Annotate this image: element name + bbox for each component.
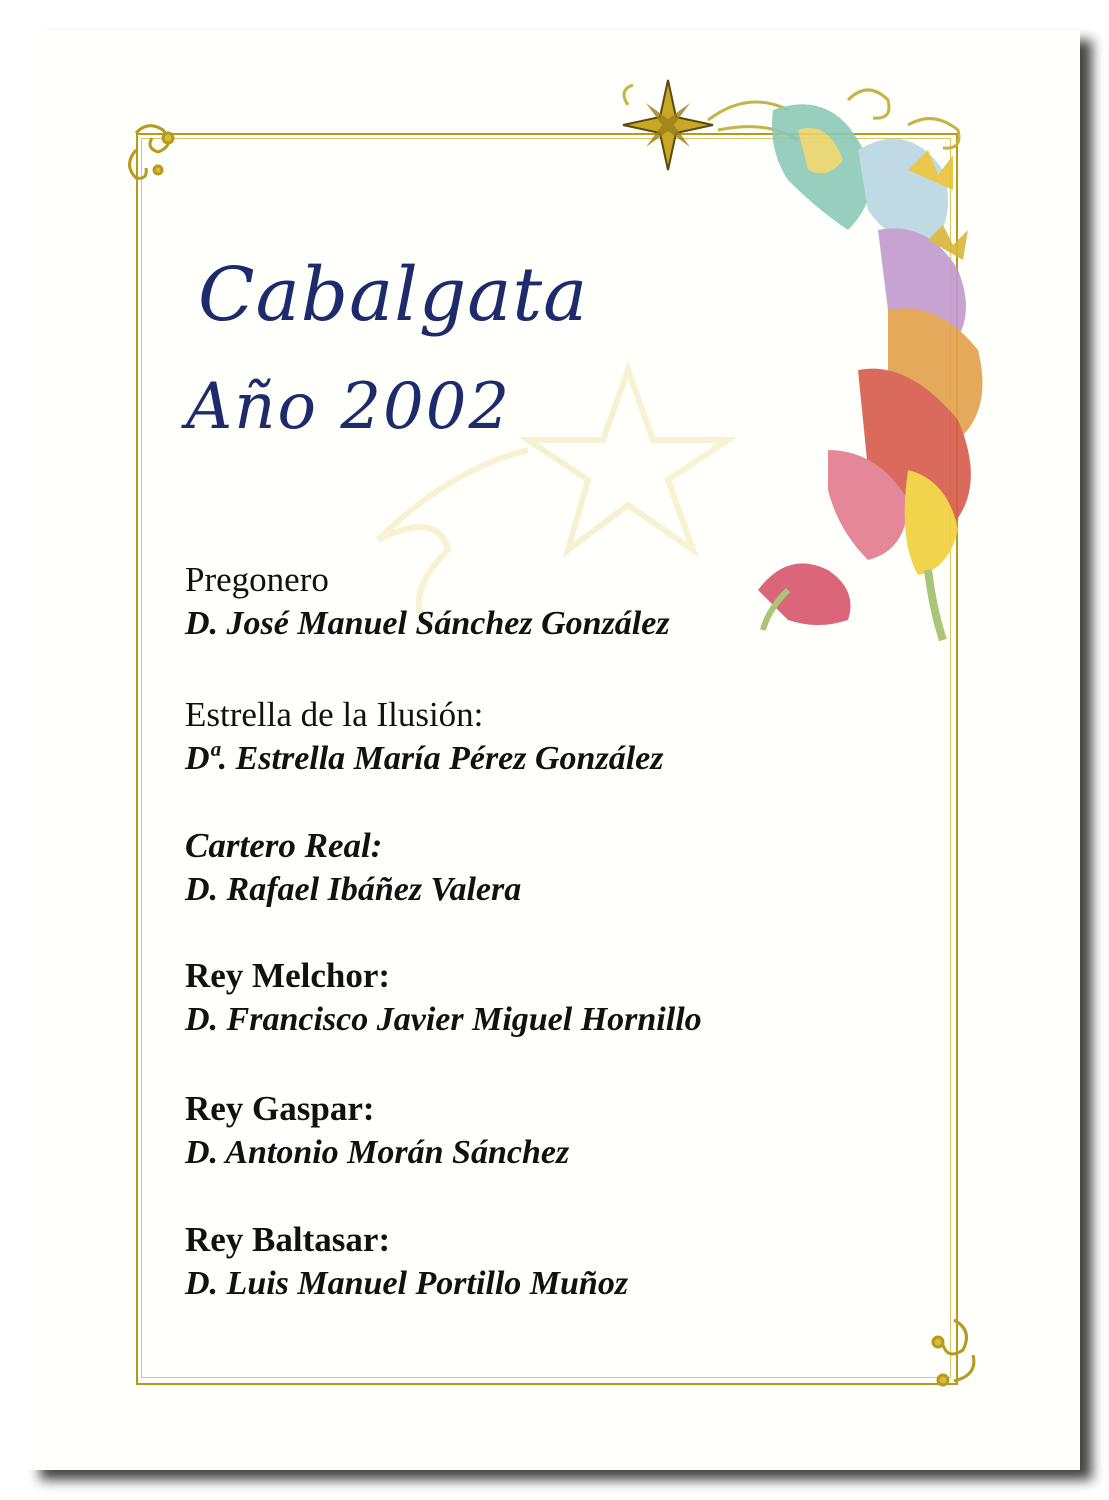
card-page <box>28 30 1080 1470</box>
card-year: Año 2002 <box>186 370 512 444</box>
entry-pregonero <box>185 558 670 646</box>
role-label: Cartero Real: <box>185 826 383 865</box>
person-name: Dª. Estrella María Pérez González <box>185 740 664 777</box>
person-name: D. José Manuel Sánchez González <box>185 605 670 642</box>
card-title: Cabalgata <box>198 252 589 338</box>
person-name: D. Rafael Ibáñez Valera <box>185 871 522 908</box>
role-label: Rey Gaspar: <box>185 1089 375 1128</box>
entry-cartero <box>185 824 521 912</box>
entry-estrella <box>185 693 663 781</box>
star-icon <box>623 80 713 170</box>
entry-gaspar <box>185 1087 569 1175</box>
person-name: D. Francisco Javier Miguel Hornillo <box>185 1001 702 1038</box>
person-name: D. Luis Manuel Portillo Muñoz <box>185 1265 629 1302</box>
role-label: Rey Melchor: <box>185 956 391 995</box>
three-kings-illustration-icon <box>758 104 983 640</box>
entry-baltasar <box>185 1218 628 1306</box>
role-label: Estrella de la Ilusión: <box>185 695 484 734</box>
role-label: Pregonero <box>185 560 329 599</box>
role-label: Rey Baltasar: <box>185 1220 391 1259</box>
entry-melchor <box>185 954 702 1042</box>
person-name: D. Antonio Morán Sánchez <box>185 1134 570 1171</box>
